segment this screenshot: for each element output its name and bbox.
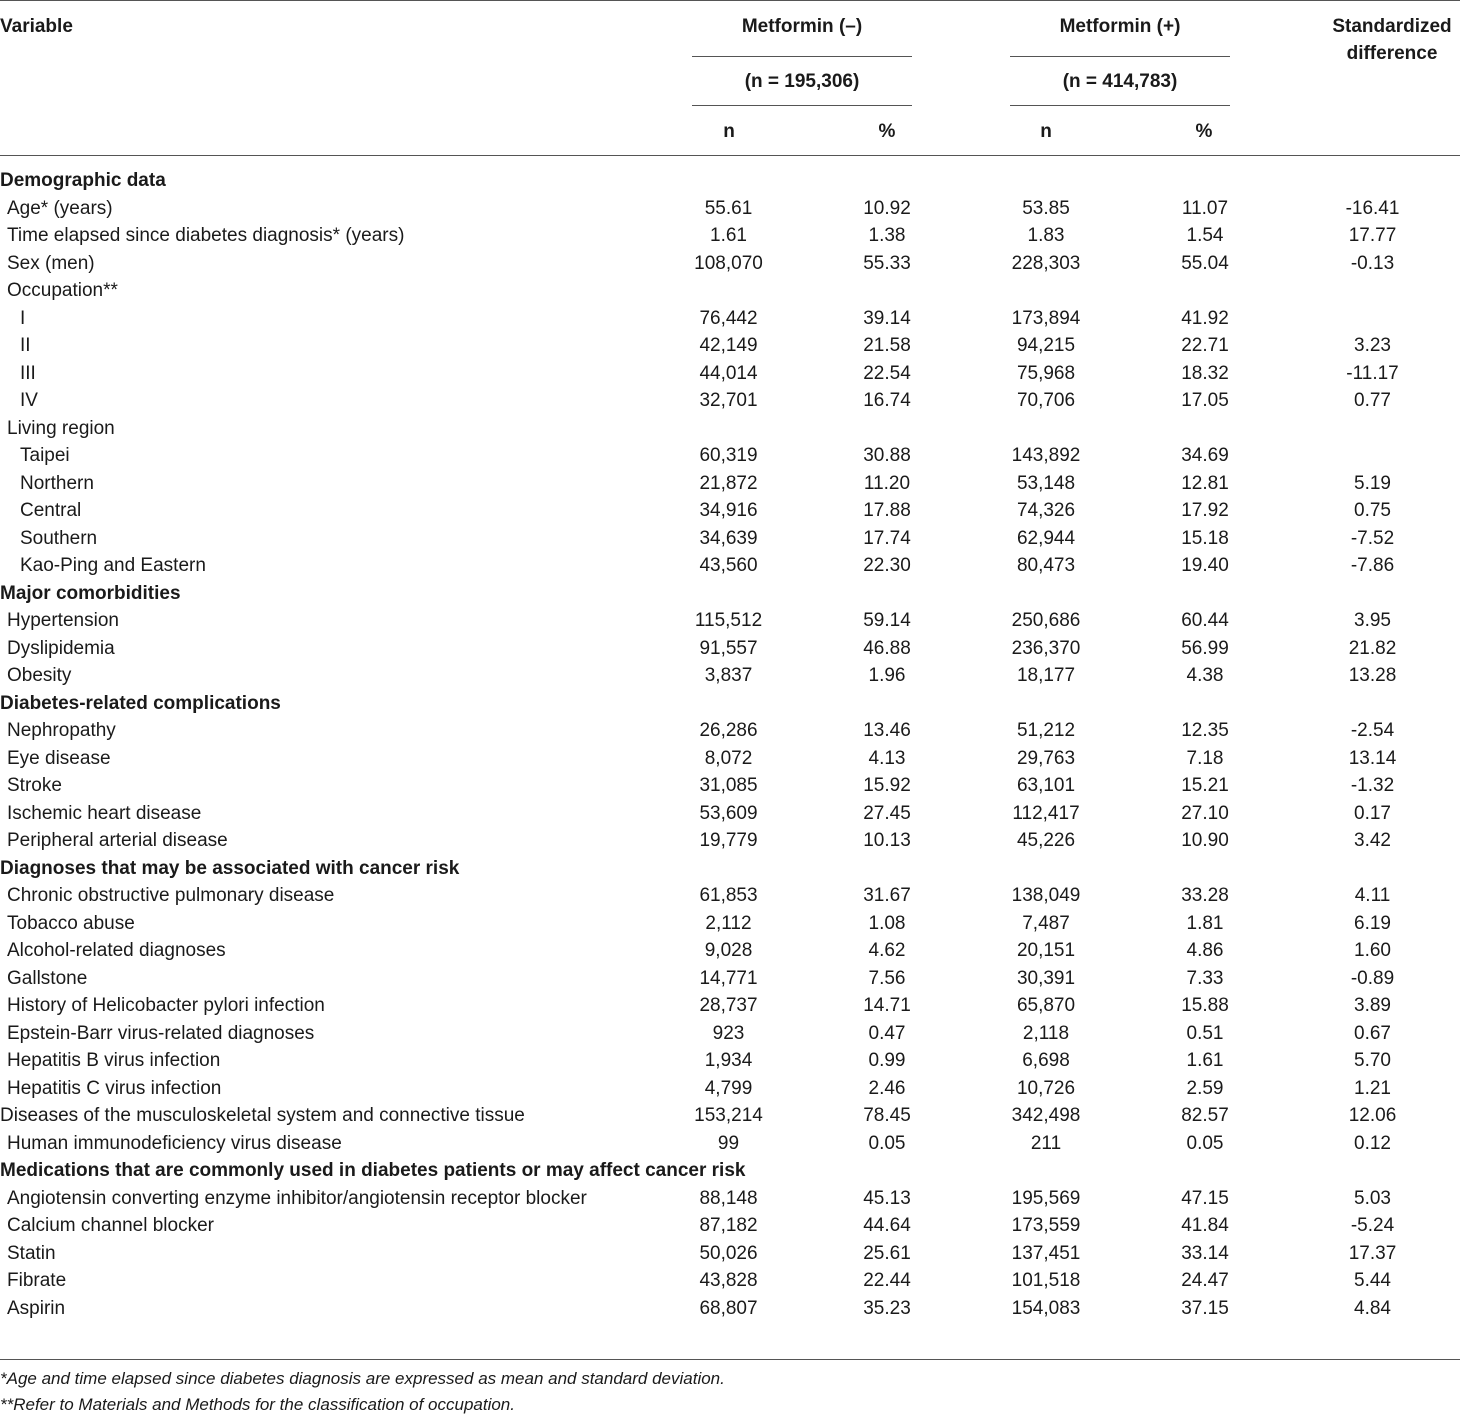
cell-n2: 51,212 — [1016, 720, 1076, 741]
cell-n1: 1,934 — [704, 1050, 753, 1071]
cell-p2: 2.59 — [1186, 1077, 1224, 1099]
cell-n1: 115,512 — [694, 610, 763, 631]
table-row — [0, 827, 1460, 855]
cell-p1: 21.58 — [863, 335, 911, 356]
cell-n1: 923 — [712, 1022, 745, 1044]
row-label: I — [20, 307, 26, 329]
row-label: Human immunodeficiency virus disease — [7, 1132, 342, 1154]
table-row — [0, 1102, 1460, 1130]
cell-p2: 56.99 — [1181, 637, 1229, 659]
cell-p1: 30.88 — [863, 445, 911, 466]
cell-n2: 138,049 — [1011, 885, 1081, 906]
cell-p2: 15.88 — [1181, 995, 1229, 1016]
cell-p2: 11.07 — [1181, 197, 1229, 219]
cell-n2: 30,391 — [1016, 967, 1076, 989]
cell-sd: -0.89 — [1350, 967, 1395, 989]
row-label: Sex (men) — [7, 252, 95, 274]
cell-sd: 17.37 — [1348, 1242, 1397, 1264]
cell-p1: 25.61 — [863, 1242, 911, 1264]
group2-rule-1 — [1010, 56, 1230, 57]
cell-p2: 34.69 — [1181, 445, 1229, 466]
cell-n2: 154,083 — [1011, 1297, 1081, 1319]
table-row — [0, 717, 1460, 745]
cell-n1: 43,560 — [699, 555, 758, 576]
row-label: Calcium channel blocker — [7, 1215, 214, 1236]
cell-p1: 59.14 — [863, 610, 911, 631]
cell-sd: 12.06 — [1348, 1105, 1397, 1126]
cell-n2: 65,870 — [1016, 995, 1076, 1016]
cell-p2: 15.18 — [1181, 527, 1229, 549]
cell-p2: 10.90 — [1181, 830, 1229, 851]
table-row — [0, 800, 1460, 828]
cell-n1: 50,026 — [699, 1242, 758, 1264]
cell-p1: 27.45 — [863, 802, 911, 824]
cell-sd: 5.19 — [1354, 472, 1391, 494]
cell-n1: 1.61 — [710, 225, 747, 246]
cell-p1: 2.46 — [868, 1077, 906, 1099]
header-group2: Metformin (+) — [1059, 16, 1181, 37]
row-label: IV — [20, 390, 38, 411]
table-row — [0, 497, 1460, 525]
row-label: History of Helicobacter pylori infection — [7, 995, 325, 1016]
cell-n1: 2,112 — [705, 912, 752, 934]
cell-n1: 88,148 — [699, 1187, 758, 1209]
cell-p1: 35.23 — [863, 1297, 911, 1319]
row-label: Taipei — [20, 445, 70, 466]
row-label: Occupation** — [7, 280, 118, 301]
cell-sd: 5.03 — [1354, 1187, 1391, 1209]
table-row — [0, 910, 1460, 938]
section-row — [0, 167, 1460, 195]
cell-n2 — [967, 277, 1125, 305]
row-label: Dyslipidemia — [7, 637, 115, 659]
cell-n1: 14,771 — [699, 967, 758, 989]
cell-p2: 4.38 — [1186, 665, 1224, 686]
section-label: Demographic data — [0, 170, 166, 191]
section-label: Medications that are commonly used in diabetes patients or may affect cancer risk — [0, 1160, 746, 1181]
section-row — [0, 690, 1460, 718]
cell-p1: 0.47 — [868, 1022, 906, 1044]
table-row — [0, 387, 1460, 415]
cell-n1 — [650, 415, 807, 443]
cell-n1: 31,085 — [699, 775, 758, 796]
table-row — [0, 1047, 1460, 1075]
header-group1: Metformin (–) — [741, 16, 863, 37]
table-row — [0, 1240, 1460, 1268]
table-row — [0, 1267, 1460, 1295]
cell-p2: 60.44 — [1181, 610, 1229, 631]
row-label: Stroke — [7, 775, 62, 796]
header-group2-pct: % — [1195, 121, 1213, 142]
cell-sd: 5.44 — [1354, 1270, 1391, 1291]
cell-p2: 24.47 — [1181, 1270, 1229, 1291]
cell-n2: 45,226 — [1016, 830, 1076, 851]
row-label: Angiotensin converting enzyme inhibitor/angiotensin receptor blocker — [7, 1187, 587, 1209]
cell-n2: 236,370 — [1011, 637, 1081, 659]
cell-p1: 22.54 — [863, 362, 911, 384]
row-label: Statin — [7, 1242, 56, 1264]
cell-n2: 173,559 — [1011, 1215, 1081, 1236]
cell-n1: 3,837 — [704, 665, 753, 686]
cell-p2: 47.15 — [1181, 1187, 1229, 1209]
row-label: Chronic obstructive pulmonary disease — [7, 885, 335, 906]
cell-n2: 62,944 — [1016, 527, 1076, 549]
cell-p2: 0.05 — [1186, 1132, 1224, 1154]
cell-n2: 143,892 — [1011, 445, 1081, 466]
cell-n2: 94,215 — [1016, 335, 1076, 356]
row-label: Kao-Ping and Eastern — [20, 555, 206, 576]
row-label: Aspirin — [7, 1297, 66, 1319]
cell-p2: 19.40 — [1181, 555, 1229, 576]
cell-sd: -16.41 — [1345, 197, 1400, 219]
cell-p1: 55.33 — [863, 252, 911, 274]
cell-n1: 61,853 — [699, 885, 758, 906]
cell-sd: -1.32 — [1350, 775, 1395, 796]
cell-p1: 17.74 — [863, 527, 911, 549]
cell-n1: 28,737 — [699, 995, 758, 1016]
cell-p1: 0.05 — [868, 1132, 906, 1154]
table-row — [0, 1185, 1460, 1213]
cell-sd: -11.17 — [1346, 362, 1399, 384]
table-row — [0, 222, 1460, 250]
header-group1-count: n — [723, 121, 735, 142]
cell-p2: 0.51 — [1186, 1022, 1224, 1044]
cell-p1: 1.96 — [868, 665, 906, 686]
table-row — [0, 662, 1460, 690]
row-label: Epstein-Barr virus-related diagnoses — [7, 1022, 315, 1044]
header-group2-n: (n = 414,783) — [1062, 71, 1178, 92]
cell-n1: 76,442 — [699, 307, 758, 329]
cell-n1: 9,028 — [704, 940, 753, 961]
cell-n2: 20,151 — [1016, 940, 1076, 961]
cell-n1: 153,214 — [694, 1105, 763, 1126]
cell-n2: 112,417 — [1012, 802, 1080, 824]
cell-n1: 68,807 — [699, 1297, 758, 1319]
cell-p1: 16.74 — [863, 390, 911, 411]
row-label: Diseases of the musculoskeletal system and connective tissue — [0, 1105, 525, 1126]
cell-sd: -5.24 — [1350, 1215, 1395, 1236]
cell-p2: 1.61 — [1186, 1050, 1224, 1071]
header-std-line1: Standardized — [1332, 16, 1452, 37]
section-row — [0, 580, 1460, 608]
cell-p1: 22.30 — [863, 555, 911, 576]
table-row — [0, 250, 1460, 278]
cell-sd: -7.52 — [1350, 527, 1395, 549]
cell-n1: 43,828 — [699, 1270, 758, 1291]
row-label: Time elapsed since diabetes diagnosis* (years) — [7, 225, 405, 246]
row-label: Hepatitis B virus infection — [7, 1050, 221, 1071]
table-row — [0, 745, 1460, 773]
cell-n1: 60,319 — [699, 445, 758, 466]
table-row — [0, 195, 1460, 223]
cell-p1: 13.46 — [863, 720, 911, 741]
cell-sd: 0.67 — [1354, 1022, 1391, 1044]
row-label: Living region — [7, 417, 115, 439]
cell-n2: 80,473 — [1016, 555, 1076, 576]
row-label: Hepatitis C virus infection — [7, 1077, 222, 1099]
cell-n1 — [650, 277, 807, 305]
cell-n2: 70,706 — [1016, 390, 1076, 411]
cell-p2: 41.84 — [1181, 1215, 1229, 1236]
cell-sd: 1.60 — [1354, 940, 1391, 961]
cell-p2: 12.81 — [1181, 472, 1229, 494]
header-group1-pct: % — [878, 121, 896, 142]
cell-n1: 108,070 — [694, 252, 763, 274]
cell-n2: 53.85 — [1022, 197, 1070, 219]
cell-sd — [1285, 277, 1460, 305]
cell-p2: 7.18 — [1186, 747, 1224, 769]
cell-p1: 10.92 — [863, 197, 911, 219]
header-group1-n: (n = 195,306) — [744, 71, 860, 92]
table-row — [0, 1212, 1460, 1240]
group2-rule-2 — [1010, 105, 1230, 106]
cell-n1: 87,182 — [699, 1215, 758, 1236]
cell-sd: 4.84 — [1354, 1297, 1391, 1319]
row-label: Peripheral arterial disease — [7, 830, 228, 851]
row-label: Age* (years) — [7, 197, 113, 219]
row-label: Nephropathy — [7, 720, 116, 741]
row-label: Northern — [20, 472, 94, 494]
table-row — [0, 992, 1460, 1020]
cell-sd: 13.28 — [1348, 665, 1397, 686]
row-label: Gallstone — [7, 967, 88, 989]
table-row — [0, 415, 1460, 443]
group1-rule-2 — [692, 105, 912, 106]
cell-n2: 63,101 — [1016, 775, 1076, 796]
cell-p2 — [1125, 277, 1285, 305]
cell-n1: 42,149 — [699, 335, 758, 356]
cell-n2: 6,698 — [1022, 1050, 1070, 1071]
table-row — [0, 937, 1460, 965]
cell-n1: 99 — [717, 1132, 740, 1154]
row-label: II — [20, 335, 31, 356]
cell-n1: 53,609 — [699, 802, 758, 824]
footnote-2: **Refer to Materials and Methods for the classification of occupation. — [0, 1395, 515, 1414]
table-row — [0, 1130, 1460, 1158]
cell-n2 — [967, 415, 1125, 443]
table-row — [0, 635, 1460, 663]
cell-p2: 1.54 — [1186, 225, 1224, 246]
table-row — [0, 552, 1460, 580]
row-label: Eye disease — [7, 747, 111, 769]
data-table — [0, 167, 1460, 1322]
cell-n1: 19,779 — [699, 830, 758, 851]
row-label: Ischemic heart disease — [7, 802, 202, 824]
cell-p2: 15.21 — [1181, 775, 1229, 796]
cell-n1: 34,916 — [699, 500, 758, 521]
header-variable: Variable — [0, 16, 73, 37]
cell-n2: 53,148 — [1016, 472, 1076, 494]
cell-p1: 10.13 — [863, 830, 911, 851]
cell-n2: 29,763 — [1016, 747, 1076, 769]
cell-p1: 46.88 — [863, 637, 911, 659]
cell-n2: 10,726 — [1016, 1077, 1076, 1099]
cell-p2: 4.86 — [1186, 940, 1224, 961]
cell-n1: 32,701 — [699, 390, 758, 411]
table-row — [0, 772, 1460, 800]
table-row — [0, 607, 1460, 635]
cell-n2: 101,518 — [1011, 1270, 1081, 1291]
cell-sd: 13.14 — [1348, 747, 1397, 769]
table-row — [0, 277, 1460, 305]
cell-n2: 173,894 — [1011, 307, 1081, 329]
cell-p2: 33.28 — [1181, 885, 1229, 906]
row-label: III — [20, 362, 36, 384]
cell-sd: -7.86 — [1350, 555, 1395, 576]
cell-n2: 342,498 — [1011, 1105, 1081, 1126]
cell-p2: 82.57 — [1181, 1105, 1229, 1126]
cell-p1: 44.64 — [863, 1215, 911, 1236]
cell-sd: 0.17 — [1354, 802, 1391, 824]
table-row — [0, 470, 1460, 498]
cell-p2: 41.92 — [1181, 307, 1229, 329]
cell-p2: 37.15 — [1181, 1297, 1229, 1319]
section-label: Diabetes-related complications — [0, 692, 281, 714]
row-label: Central — [20, 500, 82, 521]
cell-p2: 18.32 — [1181, 362, 1229, 384]
row-label: Fibrate — [7, 1270, 67, 1291]
cell-p2: 17.05 — [1181, 390, 1229, 411]
cell-sd: 3.89 — [1354, 995, 1391, 1016]
cell-p1: 15.92 — [863, 775, 911, 796]
cell-p2 — [1125, 415, 1285, 443]
cell-p1: 11.20 — [863, 472, 911, 494]
cell-sd: 0.75 — [1354, 500, 1391, 521]
table-row — [0, 332, 1460, 360]
table-row — [0, 442, 1460, 470]
row-label: Alcohol-related diagnoses — [7, 940, 226, 961]
cell-p1: 1.08 — [868, 912, 906, 934]
row-label: Obesity — [7, 665, 72, 686]
cell-p1 — [807, 277, 967, 305]
cell-p2: 22.71 — [1181, 335, 1229, 356]
cell-sd — [1285, 305, 1460, 333]
cell-p1: 78.45 — [863, 1105, 911, 1126]
section-label: Major comorbidities — [0, 582, 181, 604]
section-label: Diagnoses that may be associated with cancer risk — [0, 857, 460, 879]
cell-p1: 17.88 — [863, 500, 911, 521]
cell-p1: 4.62 — [868, 940, 906, 961]
cell-sd — [1285, 415, 1460, 443]
cell-n1: 91,557 — [699, 637, 758, 659]
cell-sd: -2.54 — [1350, 720, 1395, 741]
cell-p2: 7.33 — [1186, 967, 1224, 989]
cell-sd — [1285, 442, 1460, 470]
cell-sd: 4.11 — [1354, 885, 1391, 906]
cell-p1: 0.99 — [868, 1050, 906, 1071]
cell-n1: 26,286 — [699, 720, 758, 741]
cell-n2: 137,451 — [1011, 1242, 1081, 1264]
cell-sd: 3.42 — [1354, 830, 1391, 851]
cell-p1: 22.44 — [863, 1270, 911, 1291]
section-row — [0, 1157, 1460, 1185]
cell-n2: 195,569 — [1011, 1187, 1081, 1209]
cell-n1: 44,014 — [699, 362, 758, 384]
cell-sd: 3.95 — [1354, 610, 1391, 631]
cell-p2: 33.14 — [1181, 1242, 1229, 1264]
group1-rule-1 — [692, 56, 912, 57]
header-group2-count: n — [1040, 121, 1052, 142]
cell-p1 — [807, 415, 967, 443]
cell-p2: 1.81 — [1186, 912, 1224, 934]
header-bottom-rule — [0, 155, 1460, 156]
table-row — [0, 305, 1460, 333]
cell-sd: 1.21 — [1354, 1077, 1391, 1099]
cell-n2: 7,487 — [1022, 912, 1070, 934]
cell-n2: 250,686 — [1011, 610, 1081, 631]
cell-sd: -0.13 — [1350, 252, 1395, 274]
cell-n1: 8,072 — [704, 747, 753, 769]
table-row — [0, 965, 1460, 993]
cell-sd: 0.77 — [1354, 390, 1391, 411]
cell-n1: 4,799 — [704, 1077, 753, 1099]
cell-sd: 5.70 — [1354, 1050, 1391, 1071]
cell-n1: 55.61 — [704, 197, 753, 219]
cell-p1: 14.71 — [863, 995, 911, 1016]
top-rule — [0, 0, 1460, 1]
cell-p2: 17.92 — [1181, 500, 1229, 521]
section-row — [0, 855, 1460, 883]
row-label: Hypertension — [7, 610, 119, 631]
cell-sd: 6.19 — [1354, 912, 1391, 934]
row-label: Tobacco abuse — [7, 912, 135, 934]
cell-p1: 39.14 — [863, 307, 911, 329]
table-row — [0, 360, 1460, 388]
cell-sd: 21.82 — [1348, 637, 1397, 659]
table-row — [0, 1075, 1460, 1103]
cell-n2: 18,177 — [1016, 665, 1076, 686]
bottom-rule — [0, 1359, 1460, 1360]
cell-p1: 4.13 — [868, 747, 906, 769]
table-row — [0, 882, 1460, 910]
table-row — [0, 525, 1460, 553]
header-std-line2: difference — [1346, 43, 1438, 64]
cell-p1: 1.38 — [868, 225, 906, 246]
cell-n2: 75,968 — [1016, 362, 1076, 384]
row-label: Southern — [20, 527, 98, 549]
cell-n2: 2,118 — [1022, 1022, 1070, 1044]
cell-sd: 3.23 — [1354, 335, 1391, 356]
cell-n1: 21,872 — [699, 472, 758, 494]
cell-n1: 34,639 — [699, 527, 758, 549]
cell-sd: 17.77 — [1348, 225, 1397, 246]
table-row — [0, 1295, 1460, 1323]
cell-p1: 7.56 — [868, 967, 906, 989]
cell-p2: 27.10 — [1181, 802, 1229, 824]
cell-p2: 55.04 — [1181, 252, 1229, 274]
cell-p1: 45.13 — [863, 1187, 911, 1209]
cell-sd: 0.12 — [1354, 1132, 1391, 1154]
cell-p2: 12.35 — [1181, 720, 1229, 741]
cell-n2: 74,326 — [1016, 500, 1076, 521]
cell-n2: 211 — [1030, 1132, 1062, 1154]
cell-p1: 31.67 — [863, 885, 911, 906]
cell-n2: 228,303 — [1011, 252, 1081, 274]
footnote-1: *Age and time elapsed since diabetes diagnosis are expressed as mean and standard deviation. — [0, 1369, 725, 1388]
table-row — [0, 1020, 1460, 1048]
cell-n2: 1.83 — [1027, 225, 1065, 246]
